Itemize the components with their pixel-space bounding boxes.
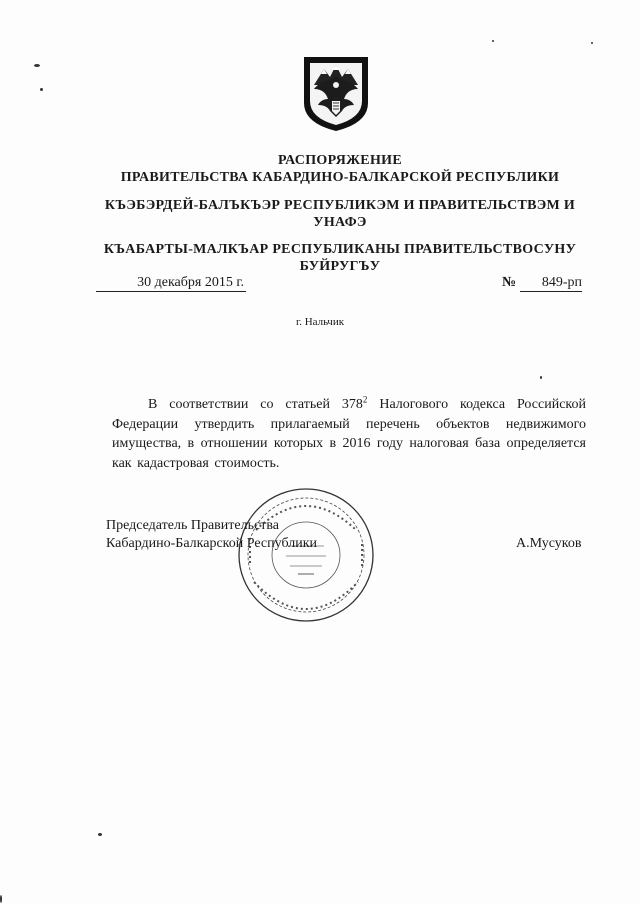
document-type-heading: РАСПОРЯЖЕНИЕ — [278, 153, 402, 168]
article-superscript: 2 — [362, 394, 368, 405]
issuer-heading-kabardian-line1: КЪЭБЭРДЕЙ-БАЛЪКЪЭР РЕСПУБЛИКЭМ И ПРАВИТЕЛЬСТВЭМ И — [104, 198, 576, 213]
scan-speck — [591, 42, 593, 44]
issue-city: г. Нальчик — [295, 316, 345, 328]
scan-speck — [492, 40, 494, 42]
coat-of-arms-icon — [302, 55, 370, 133]
signatory-title — [106, 517, 317, 553]
issuer-heading-russian: ПРАВИТЕЛЬСТВА КАБАРДИНО-БАЛКАРСКОЙ РЕСПУБЛИКИ — [120, 170, 560, 185]
scan-speck — [540, 376, 542, 379]
issuer-heading-balkar-line1: КЪАБАРТЫ-МАЛКЪАР РЕСПУБЛИКАНЫ ПРАВИТЕЛЬСТВОСУНУ — [103, 242, 577, 257]
signatory-title-line1: Председатель Правительства — [106, 518, 279, 533]
signatory-name: А.Мусуков — [516, 536, 582, 551]
scan-speck — [34, 64, 40, 67]
scan-speck — [98, 833, 102, 836]
document-date: 30 декабря 2015 г. — [96, 274, 246, 292]
order-body-text-rest: Налогового кодекса Российской Федерации утвердить прилагаемый перечень объектов недвижимого имущества, в отношении которых в 2016 году налоговая база определяется как кадастровая стоимость. — [112, 397, 586, 471]
order-body — [112, 395, 586, 473]
signatory-title-line2: Кабардино-Балкарской Республики — [106, 536, 317, 551]
number-sign: № — [502, 275, 517, 290]
document-number: 849-рп — [520, 274, 582, 292]
official-seal-icon — [236, 486, 376, 624]
scan-speck — [40, 88, 43, 91]
issuer-heading-balkar-line2: БУЙРУГЪУ — [299, 259, 381, 274]
issuer-heading-kabardian-line2: УНАФЭ — [313, 215, 367, 230]
order-body-text-start: В соответствии со статьей 378 — [148, 397, 363, 412]
scan-speck — [0, 895, 2, 903]
